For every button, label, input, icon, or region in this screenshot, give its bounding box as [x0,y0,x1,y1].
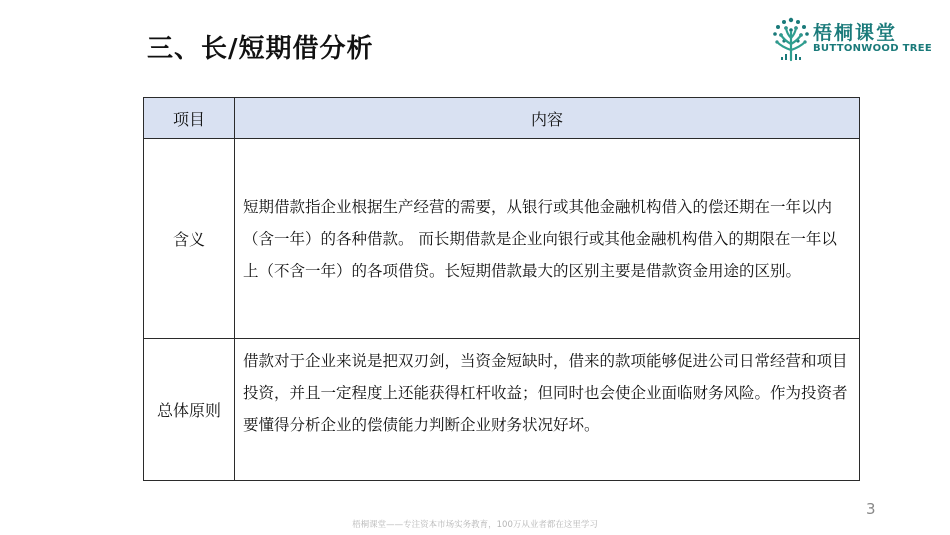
tree-icon [772,14,810,64]
column-header-content: 内容 [235,98,860,139]
page-title: 三、长/短期借分析 [147,34,374,64]
row-content-principle: 借款对于企业来说是把双刃剑，当资金短缺时，借来的款项能够促进公司日常经营和项目投资，并且一定程度上还能获得杠杆收益；但同时也会使企业面临财务风险。作为投资者要懂得分析企业的偿债能力判断企业财务状况好坏。 [235,339,860,481]
table-header-row [144,98,860,139]
row-label-principle: 总体原则 [144,339,235,481]
row-label-meaning: 含义 [144,139,235,339]
table-row [144,339,860,481]
footer-text: 梧桐课堂——专注资本市场实务教育，100万从业者都在这里学习 [352,520,598,530]
logo-name-en: BUTTONWOOD TREE [813,43,932,54]
row-content-meaning: 短期借款指企业根据生产经营的需要，从银行或其他金融机构借入的偿还期在一年以内（含一年）的各种借款。 而长期借款是企业向银行或其他金融机构借入的期限在一年以上（不含一年）的各项借贷。长短期借款最大的区别主要是借款资金用途的区别。 [235,139,860,339]
brand-logo [772,14,932,66]
page-number: 3 [866,500,876,518]
table-row [144,139,860,339]
column-header-item: 项目 [144,98,235,139]
analysis-table [143,97,860,481]
logo-name-cn: 梧桐课堂 [813,22,898,44]
